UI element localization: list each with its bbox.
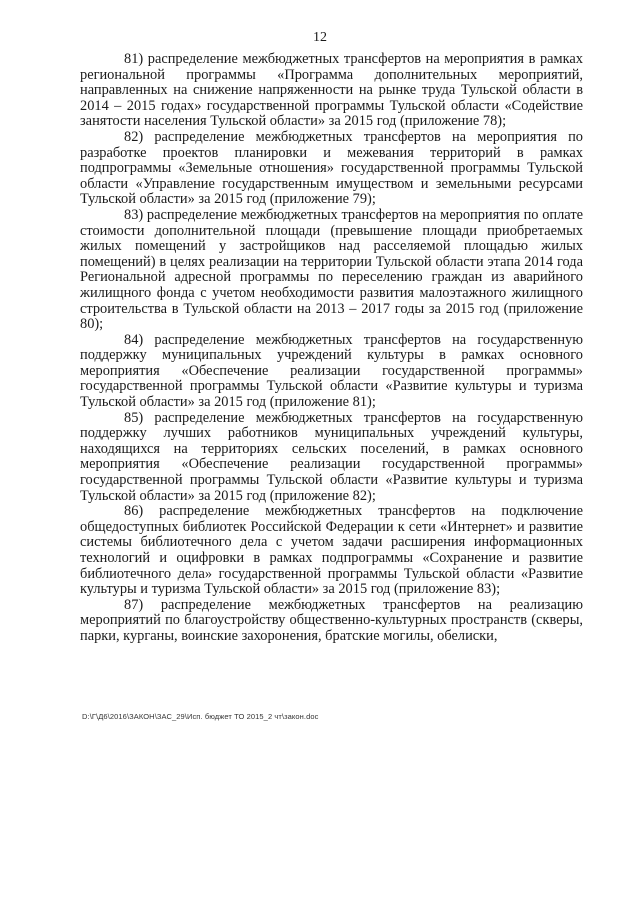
paragraph-87: 87) распределение межбюджетных трансфертов на реализацию мероприятий по благоустройству общественно-культурных пространств (скверы, парки, курганы, воинские захоронения, братские могилы, обелиски, [80,596,583,644]
document-body [80,52,583,645]
paragraph-86: 86) распределение межбюджетных трансфертов на подключение общедоступных библиотек Российской Федерации к сети «Интернет» и развитие системы библиотечного дела с учетом задачи расширения информационных технологий и оцифровки в рамках подпрограммы «Сохранение и развитие библиотечного дела» государственной программы Тульской области «Развитие культуры и туризма Тульской области» за 2015 год (приложение 83); [80,503,583,598]
paragraph-81: 81) распределение межбюджетных трансфертов на мероприятия в рамках региональной программы «Программа дополнительных мероприятий, направленных на снижение напряженности на рынке труда Тульской области в 2014 – 2015 годах» государственной программы Тульской области «Содействие занятости населения Тульской области» за 2015 год (приложение 78); [80,51,583,130]
paragraph-84: 84) распределение межбюджетных трансфертов на государственную поддержку муниципальных учреждений культуры в рамках основного мероприятия «Обеспечение реализации государственной программы» государственной программы Тульской области «Развитие культуры и туризма Тульской области» за 2015 год (приложение 81); [80,331,583,411]
paragraph-82: 82) распределение межбюджетных трансфертов на мероприятия по разработке проектов планировки и межевания территорий в рамках подпрограммы «Земельные отношения» государственной программы Тульской области «Управление государственным имуществом и земельными ресурсами Тульской области» за 2015 год (приложение 79); [80,128,583,208]
paragraph-83: 83) распределение межбюджетных трансфертов на мероприятия по оплате стоимости дополнительной площади (превышение площади приобретаемых жилых помещений у застройщиков над расселяемой площадью жилых помещений) в целях реализации на территории Тульской области этапа 2014 года Региональной адресной программы по переселению граждан из аварийного жилищного фонда с учетом необходимости развития малоэтажного жилищного строительства в Тульской области на 2013 – 2017 годы за 2015 год (приложение 80); [80,206,583,333]
footer-file-path: D:\Г\Д6\2016\ЗАКОН\ЗАС_29\Исп. бюджет ТО 2015_2 чт\закон.doc [82,712,319,721]
page-number: 12 [313,30,327,45]
paragraph-85: 85) распределение межбюджетных трансфертов на государственную поддержку лучших работников муниципальных учреждений культуры, находящихся на территориях сельских поселений, в рамках основного мероприятия «Обеспечение реализации государственной программы» государственной программы Тульской области «Развитие культуры и туризма Тульской области» за 2015 год (приложение 82); [80,409,583,504]
